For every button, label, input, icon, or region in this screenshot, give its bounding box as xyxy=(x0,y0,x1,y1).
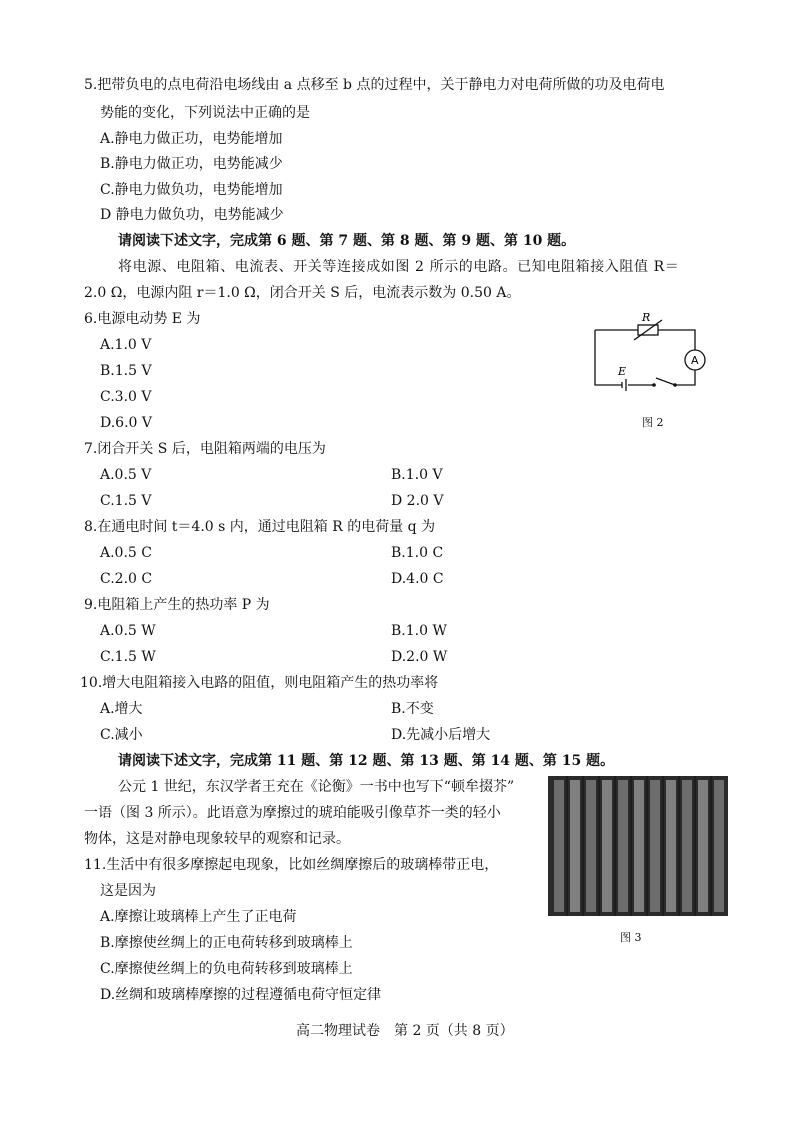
q9-option-b: B.1.0 W xyxy=(391,623,447,639)
q6-option-d: D.6.0 V xyxy=(100,415,153,431)
figure2-caption: 图 2 xyxy=(642,416,664,429)
q9-stem: 9.电阻箱上产生的热功率 P 为 xyxy=(84,597,270,613)
q7-option-b: B.1.0 V xyxy=(391,467,443,483)
q8-option-b: B.1.0 C xyxy=(391,545,444,561)
q10-option-a: A.增大 xyxy=(100,701,143,717)
reading-text-1-line1: 将电源、电阻箱、电流表、开关等连接成如图 2 所示的电路。已知电阻箱接入阻值 R＝ xyxy=(118,259,680,275)
page-footer: 高二物理试卷 第 2 页（共 8 页） xyxy=(296,1023,514,1039)
resistor-label: R xyxy=(642,311,651,324)
q5-stem-line1: 5.把带负电的点电荷沿电场线由 a 点移至 b 点的过程中，关于静电力对电荷所做的功及电荷电 xyxy=(84,77,665,93)
q11-option-a: A.摩擦让玻璃棒上产生了正电荷 xyxy=(100,909,297,925)
q8-option-c: C.2.0 C xyxy=(100,571,153,587)
q10-option-d: D.先减小后增大 xyxy=(391,727,491,743)
reading-text-2-line2: 一语（图 3 所示）。此语意为摩擦过的琥珀能吸引像草芥一类的轻小 xyxy=(84,805,501,821)
q11-option-d: D.丝绸和玻璃棒摩擦的过程遵循电荷守恒定律 xyxy=(100,987,382,1003)
q9-option-c: C.1.5 W xyxy=(100,649,156,665)
ammeter-label: A xyxy=(691,354,699,367)
switch-lever xyxy=(656,378,675,385)
q9-option-a: A.0.5 W xyxy=(100,623,156,639)
reading-heading-1: 请阅读下述文字，完成第 6 题、第 7 题、第 8 题、第 9 题、第 10 题。 xyxy=(118,233,576,249)
q6-stem: 6.电源电动势 E 为 xyxy=(84,311,201,327)
q7-option-a: A.0.5 V xyxy=(100,467,152,483)
q10-option-c: C.减小 xyxy=(100,727,143,743)
q11-stem-line1: 11.生活中有很多摩擦起电现象，比如丝绸摩擦后的玻璃棒带正电， xyxy=(84,857,499,873)
reading-heading-2: 请阅读下述文字，完成第 11 题、第 12 题、第 13 题、第 14 题、第 15 题。 xyxy=(118,753,615,769)
ancient-text-image-figure3 xyxy=(548,776,728,916)
q11-option-b: B.摩擦使丝绸上的正电荷转移到玻璃棒上 xyxy=(100,935,353,951)
reading-text-2-line3: 物体，这是对静电现象较早的观察和记录。 xyxy=(84,831,350,847)
q8-option-a: A.0.5 C xyxy=(100,545,152,561)
q7-option-c: C.1.5 V xyxy=(100,493,152,509)
q8-stem: 8.在通电时间 t＝4.0 s 内，通过电阻箱 R 的电荷量 q 为 xyxy=(84,519,436,535)
circuit-diagram-figure2 xyxy=(590,310,720,410)
q6-option-c: C.3.0 V xyxy=(100,389,152,405)
figure3-caption: 图 3 xyxy=(620,931,642,944)
battery-label: E xyxy=(618,365,627,378)
reading-text-2-line1: 公元 1 世纪，东汉学者王充在《论衡》一书中也写下“顿牟掇芥” xyxy=(118,779,515,795)
q5-stem-line2: 势能的变化，下列说法中正确的是 xyxy=(100,105,310,121)
q5-option-b: B.静电力做正功，电势能减少 xyxy=(100,156,283,172)
q5-option-c: C.静电力做负功，电势能增加 xyxy=(100,182,283,198)
reading-text-1-line2: 2.0 Ω，电源内阻 r＝1.0 Ω，闭合开关 S 后，电流表示数为 0.50 A。 xyxy=(84,285,521,301)
q7-stem: 7.闭合开关 S 后，电阻箱两端的电压为 xyxy=(84,441,326,457)
q11-option-c: C.摩擦使丝绸上的负电荷转移到玻璃棒上 xyxy=(100,961,353,977)
q6-option-b: B.1.5 V xyxy=(100,363,152,379)
q10-stem: 10.增大电阻箱接入电路的阻值，则电阻箱产生的热功率将 xyxy=(80,675,439,691)
q8-option-d: D.4.0 C xyxy=(391,571,444,587)
q5-option-a: A.静电力做正功，电势能增加 xyxy=(100,131,283,147)
q10-option-b: B.不变 xyxy=(391,701,434,717)
q6-option-a: A.1.0 V xyxy=(100,337,152,353)
q9-option-d: D.2.0 W xyxy=(391,649,448,665)
q5-option-d: D 静电力做负功，电势能减少 xyxy=(100,207,284,223)
q11-stem-line2: 这是因为 xyxy=(100,883,156,899)
q7-option-d: D 2.0 V xyxy=(391,493,444,509)
